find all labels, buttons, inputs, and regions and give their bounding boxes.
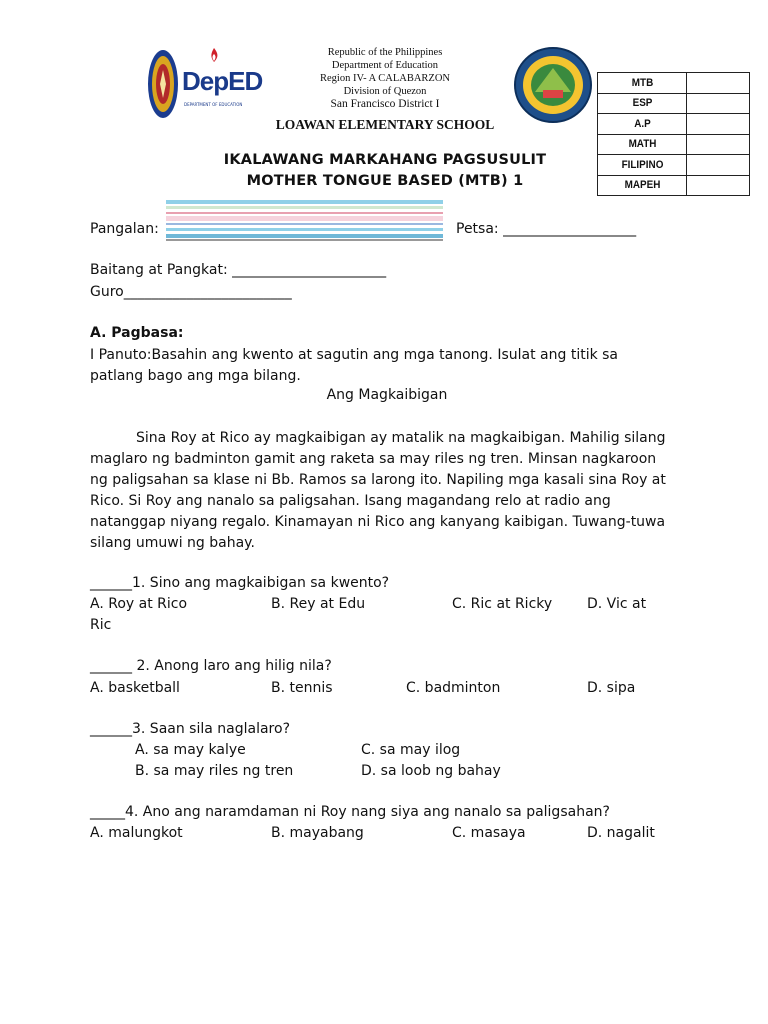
header-line: San Francisco District I bbox=[330, 98, 440, 110]
school-seal-icon bbox=[513, 46, 593, 124]
header-line: Region IV- A CALABARZON bbox=[320, 73, 450, 84]
choice-d: D. Vic at bbox=[587, 596, 647, 612]
deped-seal-icon bbox=[147, 48, 179, 120]
school-name: LOAWAN ELEMENTARY SCHOOL bbox=[275, 117, 495, 132]
choice-a: A. basketball bbox=[90, 680, 180, 696]
header-line: Department of Education bbox=[331, 60, 439, 71]
exam-subtitle: MOTHER TONGUE BASED (MTB) 1 bbox=[246, 173, 524, 189]
instruction-text: I Panuto:Basahin ang kwento at sagutin ang mga tanong. Isulat ang titik sa patlang bago ang mga bilang. bbox=[90, 347, 619, 384]
score-cell[interactable] bbox=[687, 93, 750, 114]
subject-label: FILIPINO bbox=[602, 155, 682, 176]
choice-c: C. Ric at Ricky bbox=[452, 596, 553, 612]
header-block bbox=[230, 46, 540, 111]
subject-label: A.P bbox=[602, 114, 682, 135]
subject-label: MAPEH bbox=[602, 175, 682, 196]
table-row bbox=[598, 73, 750, 94]
subject-label: ESP bbox=[602, 93, 682, 114]
choice-a: A. malungkot bbox=[90, 825, 183, 841]
subject-label: MTB bbox=[602, 73, 682, 94]
question-2: ______ 2. Anong laro ang hilig nila? bbox=[90, 658, 332, 674]
score-cell[interactable] bbox=[687, 114, 750, 135]
table-row bbox=[598, 93, 750, 114]
header-line: Division of Quezon bbox=[343, 86, 427, 97]
deped-logo-subtext: DEPARTMENT OF EDUCATION bbox=[184, 102, 243, 107]
choice-b: B. tennis bbox=[271, 680, 333, 696]
grade-section-field[interactable]: Baitang at Pangkat: ______________________ bbox=[90, 262, 387, 278]
choice-c: C. sa may ilog bbox=[361, 742, 461, 758]
choice-b: B. Rey at Edu bbox=[271, 596, 366, 612]
choice-a: A. sa may kalye bbox=[135, 742, 246, 758]
table-row bbox=[598, 114, 750, 135]
header-line: Republic of the Philippines bbox=[327, 47, 443, 58]
choice-c: C. badminton bbox=[406, 680, 501, 696]
choice-b: B. sa may riles ng tren bbox=[135, 763, 294, 779]
score-cell[interactable] bbox=[687, 155, 750, 176]
deped-logo-text: DepED bbox=[182, 66, 263, 96]
story-title: Ang Magkaibigan bbox=[326, 387, 448, 403]
subject-label: MATH bbox=[602, 134, 682, 155]
date-field[interactable]: Petsa: ___________________ bbox=[456, 221, 637, 237]
choice-d-continued: Ric bbox=[90, 617, 112, 633]
score-cell[interactable] bbox=[687, 175, 750, 196]
question-1: ______1. Sino ang magkaibigan sa kwento? bbox=[90, 575, 390, 591]
choice-d: D. sa loob ng bahay bbox=[361, 763, 501, 779]
choice-a: A. Roy at Rico bbox=[90, 596, 188, 612]
teacher-field[interactable]: Guro________________________ bbox=[90, 284, 292, 300]
choice-d: D. sipa bbox=[587, 680, 636, 696]
section-title: A. Pagbasa: bbox=[90, 325, 184, 341]
score-cell[interactable] bbox=[687, 73, 750, 94]
choice-b: B. mayabang bbox=[271, 825, 364, 841]
choice-c: C. masaya bbox=[452, 825, 526, 841]
name-label: Pangalan: bbox=[90, 221, 159, 237]
story-paragraph: Sina Roy at Rico ay magkaibigan ay matalik na magkaibigan. Mahilig silang maglaro ng badminton gamit ang raketa sa may riles ng tren. Minsan nagkaroon ng paligsahan sa klase ni Bb. Ramos sa larong ito. Napiling mga kasali sina Roy at Rico. Si Roy ang nanalo sa paligsahan. Isang magandang relo at radio ang natanggap niyang regalo. Kinamayan ni Rico ang kanyang kaibigan. Tuwang-tuwa silang umuwi ng bahay. bbox=[90, 430, 666, 551]
question-4: _____4. Ano ang naramdaman ni Roy nang siya ang nanalo sa paligsahan? bbox=[90, 804, 610, 820]
name-field-decoration[interactable] bbox=[166, 198, 443, 242]
exam-title: IKALAWANG MARKAHANG PAGSUSULIT bbox=[223, 152, 547, 168]
score-cell[interactable] bbox=[687, 134, 750, 155]
choice-d: D. nagalit bbox=[587, 825, 655, 841]
question-3: ______3. Saan sila naglalaro? bbox=[90, 721, 290, 737]
